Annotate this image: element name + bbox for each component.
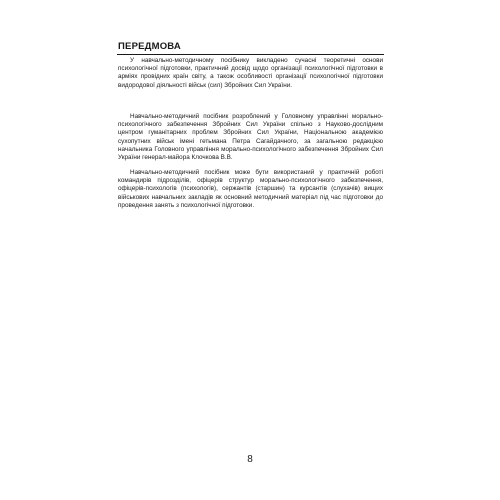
heading-underline xyxy=(117,54,384,55)
paragraph-3: Навчально-методичний посібник може бути використаний у практичній роботі командирів підрозділів, офіцерів структур морально-психологічного забезпечення, офіцерів-психологів (психологів), сержантів (старшин) та курсантів (слухачів) вищих військових навчальних закладів як основний методичний матеріал під час підготовки до проведення занять з психологічної підготовки. xyxy=(118,169,383,209)
paragraph-2: Навчально-методичний посібник розроблений у Головному управлінні морально-психологічного забезпечення Збройних Сил України спільно з Науково-дослідним центром гуманітарних проблем Збройних Сил України, Національною академією сухопутних військ імені гетьмана Петра Сагайдачного, за загальною редакцією начальника Головного управління морально-психологічного забезпечення Збройних Сил України генерал-майора Клочкова В.В. xyxy=(118,113,383,162)
section-heading: ПЕРЕДМОВА xyxy=(118,41,181,52)
page-number: 8 xyxy=(247,454,253,465)
paragraph-1: У навчально-методичному посібнику викладено сучасні теоретичні основи психологічної підготовки, практичний досвід щодо організації психологічної підготовки в арміях провідних країн світу, а також особливості організації психологічної підготовки видородової діяльності військ (сил) Збройних Сил України. xyxy=(118,57,383,89)
